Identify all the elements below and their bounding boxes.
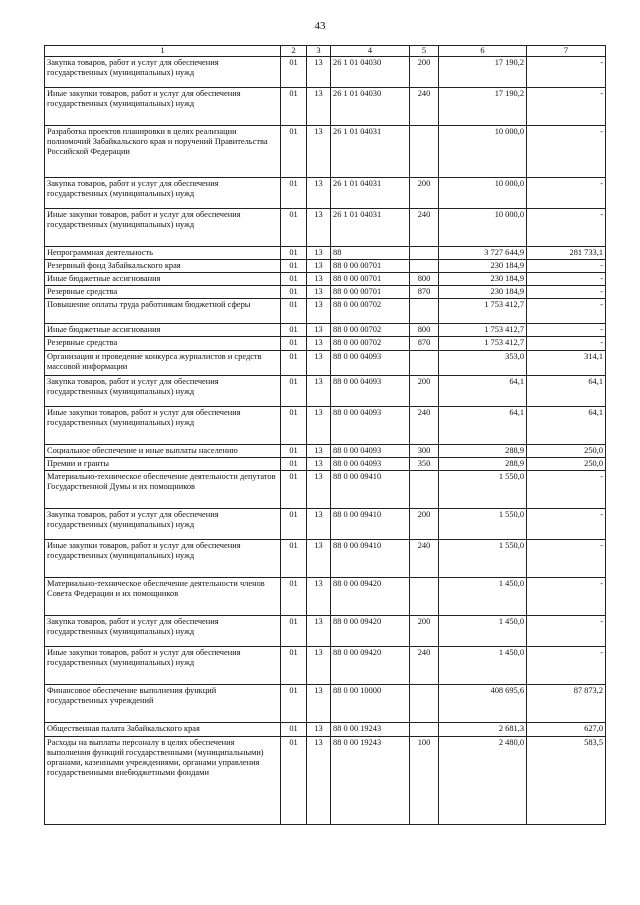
table-row [45,286,606,299]
row-expense-type: 350 [410,457,439,470]
row-section: 01 [281,299,307,324]
row-subsection: 13 [307,646,331,684]
row-section: 01 [281,375,307,406]
row-target-code: 88 0 00 00701 [331,260,410,273]
header-col-3: 3 [307,46,331,57]
row-subsection: 13 [307,299,331,324]
table-row [45,126,606,178]
row-amount: 2 480,0 [439,736,527,824]
row-name: Организация и проведение конкурса журналистов и средств массовой информации [45,350,281,375]
table-row [45,615,606,646]
row-name: Финансовое обеспечение выполнения функций государственных учреждений [45,684,281,722]
row-amount-federal: - [527,209,606,247]
row-amount-federal: - [527,299,606,324]
row-amount-federal: 314,1 [527,350,606,375]
row-amount-federal: 250,0 [527,457,606,470]
row-expense-type: 100 [410,736,439,824]
table-row [45,273,606,286]
row-name: Повышение оплаты труда работникам бюджетной сферы [45,299,281,324]
row-name: Иные закупки товаров, работ и услуг для обеспечения государственных (муниципальных) нужд [45,646,281,684]
row-name: Разработка проектов планировки в целях реализации полномочий Забайкальского края и поручений Правительства Российской Федерации [45,126,281,178]
row-section: 01 [281,337,307,350]
row-amount: 10 000,0 [439,126,527,178]
row-amount-federal: - [527,615,606,646]
row-target-code: 88 0 00 04093 [331,406,410,444]
row-amount: 1 550,0 [439,470,527,508]
row-expense-type: 240 [410,646,439,684]
row-subsection: 13 [307,722,331,736]
table-row [45,406,606,444]
row-section: 01 [281,615,307,646]
row-target-code: 88 0 00 19243 [331,736,410,824]
row-name: Иные бюджетные ассигнования [45,273,281,286]
row-amount: 408 695,6 [439,684,527,722]
row-section: 01 [281,209,307,247]
row-expense-type: 240 [410,209,439,247]
row-amount: 1 550,0 [439,539,527,577]
row-amount: 64,1 [439,375,527,406]
row-amount: 230 184,9 [439,286,527,299]
row-target-code: 88 [331,247,410,260]
row-expense-type: 200 [410,615,439,646]
row-amount-federal: - [527,178,606,209]
table-row [45,260,606,273]
row-name: Иные закупки товаров, работ и услуг для обеспечения государственных (муниципальных) нужд [45,539,281,577]
row-expense-type: 200 [410,178,439,209]
row-subsection: 13 [307,350,331,375]
row-name: Общественная палата Забайкальского края [45,722,281,736]
table-row [45,470,606,508]
row-amount-federal: 627,0 [527,722,606,736]
row-amount-federal: - [527,260,606,273]
table-row [45,684,606,722]
row-amount-federal: - [527,470,606,508]
row-subsection: 13 [307,684,331,722]
row-section: 01 [281,406,307,444]
row-section: 01 [281,57,307,88]
row-expense-type [410,350,439,375]
header-col-1: 1 [45,46,281,57]
row-amount-federal: 250,0 [527,444,606,457]
row-section: 01 [281,722,307,736]
row-target-code: 26 1 01 04031 [331,178,410,209]
row-subsection: 13 [307,178,331,209]
row-section: 01 [281,324,307,337]
table-row [45,178,606,209]
row-subsection: 13 [307,247,331,260]
row-amount: 230 184,9 [439,260,527,273]
header-row [45,46,606,57]
row-subsection: 13 [307,577,331,615]
row-expense-type: 240 [410,539,439,577]
row-amount: 1 450,0 [439,615,527,646]
row-target-code: 26 1 01 04030 [331,57,410,88]
row-expense-type [410,126,439,178]
row-name: Закупка товаров, работ и услуг для обеспечения государственных (муниципальных) нужд [45,57,281,88]
table-row [45,539,606,577]
row-amount: 1 753 412,7 [439,324,527,337]
row-name: Закупка товаров, работ и услуг для обеспечения государственных (муниципальных) нужд [45,178,281,209]
row-subsection: 13 [307,337,331,350]
table-row [45,375,606,406]
row-expense-type: 200 [410,57,439,88]
row-subsection: 13 [307,508,331,539]
row-amount-federal: - [527,88,606,126]
row-expense-type: 870 [410,337,439,350]
table-row [45,350,606,375]
table-row [45,88,606,126]
budget-table [44,45,606,825]
table-row [45,722,606,736]
row-amount: 230 184,9 [439,273,527,286]
row-target-code: 88 0 00 00702 [331,324,410,337]
row-subsection: 13 [307,126,331,178]
row-expense-type: 800 [410,273,439,286]
row-name: Иные закупки товаров, работ и услуг для обеспечения государственных (муниципальных) нужд [45,406,281,444]
row-amount: 3 727 644,9 [439,247,527,260]
row-amount-federal: - [527,324,606,337]
row-amount-federal: - [527,646,606,684]
row-name: Материально-техническое обеспечение деятельности депутатов Государственной Думы и их помощников [45,470,281,508]
row-section: 01 [281,736,307,824]
row-section: 01 [281,350,307,375]
row-subsection: 13 [307,375,331,406]
row-subsection: 13 [307,457,331,470]
row-amount: 288,9 [439,457,527,470]
header-col-5: 5 [410,46,439,57]
row-target-code: 88 0 00 19243 [331,722,410,736]
row-amount: 1 450,0 [439,646,527,684]
row-subsection: 13 [307,209,331,247]
row-target-code: 88 0 00 09410 [331,539,410,577]
row-expense-type: 200 [410,375,439,406]
row-amount-federal: 87 873,2 [527,684,606,722]
table-row [45,577,606,615]
table-row [45,646,606,684]
row-name: Премии и гранты [45,457,281,470]
row-target-code: 88 0 00 04093 [331,375,410,406]
row-target-code: 88 0 00 10000 [331,684,410,722]
row-target-code: 88 0 00 09410 [331,470,410,508]
row-subsection: 13 [307,444,331,457]
row-target-code: 26 1 01 04030 [331,88,410,126]
row-expense-type: 300 [410,444,439,457]
row-name: Резервный фонд Забайкальского края [45,260,281,273]
row-name: Иные закупки товаров, работ и услуг для обеспечения государственных (муниципальных) нужд [45,88,281,126]
row-amount-federal: 583,5 [527,736,606,824]
row-section: 01 [281,126,307,178]
row-expense-type [410,722,439,736]
row-expense-type: 240 [410,88,439,126]
row-subsection: 13 [307,88,331,126]
row-amount: 2 681,3 [439,722,527,736]
row-amount-federal: - [527,508,606,539]
row-amount: 17 190,2 [439,57,527,88]
row-subsection: 13 [307,615,331,646]
row-name: Расходы на выплаты персоналу в целях обеспечения выполнения функций государственными (муниципальными) органами, казенными учреждениями, органами управления государственными внебюджетными фондами [45,736,281,824]
row-name: Резервные средства [45,286,281,299]
row-name: Закупка товаров, работ и услуг для обеспечения государственных (муниципальных) нужд [45,615,281,646]
row-amount: 1 550,0 [439,508,527,539]
row-expense-type [410,260,439,273]
row-amount: 10 000,0 [439,209,527,247]
row-name: Иные бюджетные ассигнования [45,324,281,337]
table-row [45,736,606,824]
row-expense-type: 200 [410,508,439,539]
row-amount-federal: 281 733,1 [527,247,606,260]
row-target-code: 88 0 00 09410 [331,508,410,539]
table-row [45,508,606,539]
row-section: 01 [281,646,307,684]
header-col-4: 4 [331,46,410,57]
row-name: Материально-техническое обеспечение деятельности членов Совета Федерации и их помощников [45,577,281,615]
table-row [45,209,606,247]
header-col-2: 2 [281,46,307,57]
row-subsection: 13 [307,260,331,273]
row-target-code: 88 0 00 04093 [331,444,410,457]
header-col-6: 6 [439,46,527,57]
row-target-code: 88 0 00 09420 [331,615,410,646]
row-expense-type [410,299,439,324]
row-subsection: 13 [307,324,331,337]
row-section: 01 [281,247,307,260]
row-amount: 288,9 [439,444,527,457]
row-target-code: 88 0 00 00702 [331,337,410,350]
row-expense-type: 800 [410,324,439,337]
row-amount: 1 753 412,7 [439,337,527,350]
row-subsection: 13 [307,736,331,824]
row-amount-federal: 64,1 [527,406,606,444]
table-row [45,247,606,260]
row-target-code: 88 0 00 09420 [331,577,410,615]
row-amount-federal: - [527,286,606,299]
row-name: Непрограммная деятельность [45,247,281,260]
row-amount-federal: 64,1 [527,375,606,406]
header-col-7: 7 [527,46,606,57]
row-amount: 1 753 412,7 [439,299,527,324]
row-subsection: 13 [307,273,331,286]
table-row [45,337,606,350]
row-amount: 10 000,0 [439,178,527,209]
row-subsection: 13 [307,57,331,88]
row-expense-type: 870 [410,286,439,299]
row-section: 01 [281,88,307,126]
table-row [45,457,606,470]
row-amount-federal: - [527,337,606,350]
table-row [45,324,606,337]
row-expense-type: 240 [410,406,439,444]
row-target-code: 88 0 00 09420 [331,646,410,684]
row-section: 01 [281,286,307,299]
row-subsection: 13 [307,470,331,508]
row-amount: 64,1 [439,406,527,444]
row-amount-federal: - [527,539,606,577]
row-section: 01 [281,444,307,457]
row-section: 01 [281,684,307,722]
row-section: 01 [281,260,307,273]
table-row [45,444,606,457]
row-target-code: 26 1 01 04031 [331,209,410,247]
row-name: Социальное обеспечение и иные выплаты населению [45,444,281,457]
row-subsection: 13 [307,539,331,577]
row-section: 01 [281,577,307,615]
row-target-code: 88 0 00 00701 [331,273,410,286]
row-subsection: 13 [307,406,331,444]
row-amount-federal: - [527,577,606,615]
table-row [45,299,606,324]
row-section: 01 [281,178,307,209]
row-section: 01 [281,470,307,508]
row-section: 01 [281,457,307,470]
row-name: Иные закупки товаров, работ и услуг для обеспечения государственных (муниципальных) нужд [45,209,281,247]
row-amount-federal: - [527,126,606,178]
row-target-code: 88 0 00 04093 [331,350,410,375]
row-name: Закупка товаров, работ и услуг для обеспечения государственных (муниципальных) нужд [45,375,281,406]
row-expense-type [410,684,439,722]
row-target-code: 88 0 00 04093 [331,457,410,470]
row-name: Резервные средства [45,337,281,350]
row-amount: 1 450,0 [439,577,527,615]
row-amount: 353,0 [439,350,527,375]
row-target-code: 88 0 00 00702 [331,299,410,324]
table-row [45,57,606,88]
row-expense-type [410,577,439,615]
row-amount-federal: - [527,273,606,286]
row-expense-type [410,470,439,508]
row-target-code: 88 0 00 00701 [331,286,410,299]
page-number: 43 [314,20,326,32]
row-name: Закупка товаров, работ и услуг для обеспечения государственных (муниципальных) нужд [45,508,281,539]
row-amount-federal: - [527,57,606,88]
row-section: 01 [281,539,307,577]
row-subsection: 13 [307,286,331,299]
row-section: 01 [281,508,307,539]
row-expense-type [410,247,439,260]
row-section: 01 [281,273,307,286]
row-amount: 17 190,2 [439,88,527,126]
row-target-code: 26 1 01 04031 [331,126,410,178]
